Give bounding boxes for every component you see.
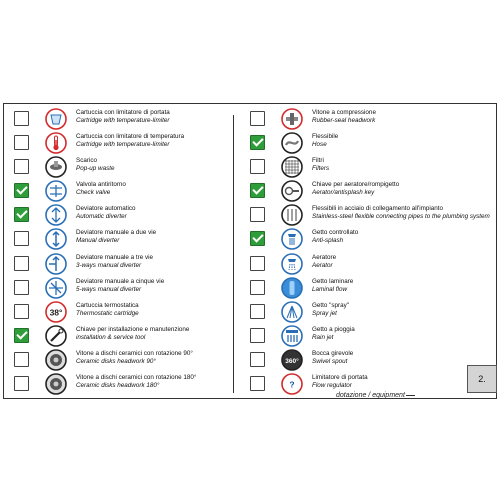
two-way-diverter-icon — [45, 228, 67, 250]
checkbox-unchecked[interactable] — [14, 111, 29, 126]
flow-limiter-cartridge-icon — [45, 108, 67, 130]
checkbox-unchecked[interactable] — [14, 376, 29, 391]
item-label-english: Filters — [312, 165, 330, 173]
page-badge: 2. — [467, 365, 497, 393]
checkbox-unchecked[interactable] — [250, 256, 265, 271]
footer-label: dotazione / equipment — [336, 392, 405, 399]
checkbox-unchecked[interactable] — [250, 159, 265, 174]
item-label-english: 5-ways manual diverter — [76, 285, 142, 293]
item-label-english: Flow regulator — [312, 382, 352, 390]
item-text — [312, 278, 496, 294]
item-label-english: 3-ways manual diverter — [76, 261, 142, 269]
item-text — [76, 302, 229, 318]
anti-splash-icon — [281, 228, 303, 250]
thermometer-icon — [45, 132, 67, 154]
spray-jet-icon — [281, 301, 303, 323]
checkbox-unchecked[interactable] — [14, 231, 29, 246]
item-text — [312, 350, 496, 366]
filter-icon — [281, 156, 303, 178]
item-label-italian: Flessibili in acciaio di collegamento all'impianto — [312, 205, 444, 213]
checkbox-checked[interactable] — [250, 183, 265, 198]
equipment-row — [14, 156, 229, 180]
item-text — [312, 254, 496, 270]
item-label-english: Manual diverter — [76, 237, 120, 245]
item-label-italian: Cartuccia termostatica — [76, 301, 139, 309]
equipment-row — [14, 277, 229, 301]
item-label-english: Ceramic disks headwork 180° — [76, 382, 160, 390]
aerator-icon — [281, 253, 303, 275]
checkbox-checked[interactable] — [14, 328, 29, 343]
item-label-italian: Getto a pioggia — [312, 325, 355, 333]
item-text — [76, 374, 229, 390]
item-label-italian: Bocca girevole — [312, 349, 354, 357]
item-label-english: Cartridge with temperature-limiter — [76, 141, 170, 149]
item-label-italian: Deviatore manuale a tre vie — [76, 253, 154, 261]
item-label-italian: Getto "spray" — [312, 301, 350, 309]
checkbox-unchecked[interactable] — [250, 328, 265, 343]
item-label-english: Anti-splash — [312, 237, 344, 245]
equipment-row — [250, 253, 496, 277]
automatic-diverter-icon — [45, 204, 67, 226]
item-label-italian: Deviatore manuale a cinque vie — [76, 277, 165, 285]
item-text — [312, 229, 496, 245]
equipment-row — [14, 204, 229, 228]
item-text — [312, 157, 496, 173]
item-text — [76, 229, 229, 245]
item-text — [76, 181, 229, 197]
aerator-key-icon — [281, 180, 303, 202]
laminar-flow-icon — [281, 277, 303, 299]
item-label-english: Aerator — [312, 261, 333, 269]
checkbox-unchecked[interactable] — [14, 352, 29, 367]
checkbox-unchecked[interactable] — [14, 159, 29, 174]
right-column — [250, 108, 496, 397]
equipment-row — [250, 325, 496, 349]
item-label-english: Rain jet — [312, 333, 334, 341]
ceramic-headwork-180-icon — [45, 373, 67, 395]
three-way-diverter-icon — [45, 253, 67, 275]
equipment-row — [250, 228, 496, 252]
equipment-row — [14, 180, 229, 204]
item-label-english: Ceramic disks headwork 90° — [76, 357, 156, 365]
left-column — [14, 108, 229, 397]
equipment-row — [250, 156, 496, 180]
item-label-italian: Deviatore manuale a due vie — [76, 229, 157, 237]
item-text — [76, 326, 229, 342]
item-label-english: Rubber-seal headwork — [312, 117, 376, 124]
thermostatic-38-icon — [45, 301, 67, 323]
checkbox-unchecked[interactable] — [14, 256, 29, 271]
item-label-italian: Chiave per installazione e manutenzione — [76, 325, 190, 333]
item-label-italian: Flessibile — [312, 133, 339, 141]
service-tool-icon — [45, 325, 67, 347]
item-text — [312, 326, 496, 342]
item-text — [312, 181, 496, 197]
equipment-row — [14, 108, 229, 132]
item-label-english: Automatic diverter — [76, 213, 127, 221]
item-label-english: Cartridge with temperature-limiter — [76, 117, 170, 124]
checkbox-unchecked[interactable] — [250, 111, 265, 126]
check-valve-icon — [45, 180, 67, 202]
item-label-italian: Filtri — [312, 157, 324, 165]
item-text — [76, 205, 229, 221]
column-divider — [233, 115, 234, 393]
equipment-row — [14, 349, 229, 373]
hose-icon — [281, 132, 303, 154]
item-label-italian: Chiave per aeratore/rompigetto — [312, 181, 400, 189]
item-text — [76, 157, 229, 173]
item-label-italian: Vitone a dischi ceramici con rotazione 180° — [76, 374, 197, 382]
item-label-english: Spray jet — [312, 309, 337, 317]
equipment-row — [250, 204, 496, 228]
checkbox-checked[interactable] — [250, 135, 265, 150]
checkbox-checked[interactable] — [14, 183, 29, 198]
checkbox-unchecked[interactable] — [250, 280, 265, 295]
item-text — [312, 109, 496, 125]
item-label-english: Hose — [312, 141, 327, 149]
compression-headwork-icon — [281, 108, 303, 130]
steel-pipes-icon — [281, 204, 303, 226]
five-way-diverter-icon — [45, 277, 67, 299]
item-text — [312, 302, 496, 318]
item-label-english: Stainless-steel flexible connecting pipes to the plumbing system — [312, 213, 490, 221]
checkbox-unchecked[interactable] — [250, 304, 265, 319]
item-text — [76, 350, 229, 366]
svg-text:?: ? — [289, 379, 295, 390]
item-label-italian: Vitone a compressione — [312, 109, 376, 116]
item-label-english: Pop-up waste — [76, 165, 115, 173]
item-label-italian: Getto controllato — [312, 229, 359, 237]
equipment-row — [14, 253, 229, 277]
checkbox-checked[interactable] — [14, 207, 29, 222]
equipment-row — [250, 301, 496, 325]
item-label-english: Swivel spout — [312, 357, 348, 365]
equipment-row — [14, 325, 229, 349]
checkbox-unchecked[interactable] — [14, 280, 29, 295]
item-label-italian: Scarico — [76, 157, 97, 165]
item-label-italian: Valvola antiritorno — [76, 181, 126, 189]
checkbox-unchecked[interactable] — [14, 304, 29, 319]
item-label-italian: Limitatore di portata — [312, 374, 368, 382]
item-label-english: Laminal flow — [312, 285, 347, 293]
item-label-italian: Aeratore — [312, 253, 337, 261]
item-label-italian: Cartuccia con limitatore di temperatura — [76, 133, 185, 141]
item-label-english: installation & service tool — [76, 333, 146, 341]
flow-regulator-icon — [281, 373, 303, 395]
equipment-row — [14, 228, 229, 252]
equipment-row — [250, 180, 496, 204]
item-text — [312, 205, 496, 221]
equipment-row — [14, 132, 229, 156]
item-text — [76, 278, 229, 294]
checkbox-checked[interactable] — [250, 231, 265, 246]
item-label-italian: Vitone a dischi ceramici con rotazione 90° — [76, 349, 193, 357]
equipment-row — [14, 373, 229, 397]
checkbox-unchecked[interactable] — [250, 376, 265, 391]
item-text — [76, 133, 229, 149]
item-label-english: Aerator/antisplash key — [312, 189, 375, 197]
item-label-italian: Cartuccia con limitatore di portata — [76, 109, 170, 116]
item-label-italian: Getto laminare — [312, 277, 354, 285]
ceramic-headwork-90-icon — [45, 349, 67, 371]
checkbox-unchecked[interactable] — [14, 135, 29, 150]
equipment-row — [250, 349, 496, 373]
item-text — [312, 133, 496, 149]
equipment-row — [250, 277, 496, 301]
equipment-row — [14, 301, 229, 325]
checkbox-unchecked[interactable] — [250, 352, 265, 367]
equipment-row — [250, 132, 496, 156]
swivel-spout-icon — [281, 349, 303, 371]
svg-text:360°: 360° — [285, 357, 299, 365]
item-label-english: Thermostatic cartridge — [76, 309, 139, 317]
pop-up-waste-icon — [45, 156, 67, 178]
rain-jet-icon — [281, 325, 303, 347]
equipment-row — [250, 108, 496, 132]
item-label-italian: Deviatore automatico — [76, 205, 136, 213]
svg-text:38°: 38° — [49, 307, 63, 318]
item-text — [76, 109, 229, 125]
item-text — [76, 254, 229, 270]
item-label-english: Check valve — [76, 189, 111, 197]
checkbox-unchecked[interactable] — [250, 207, 265, 222]
